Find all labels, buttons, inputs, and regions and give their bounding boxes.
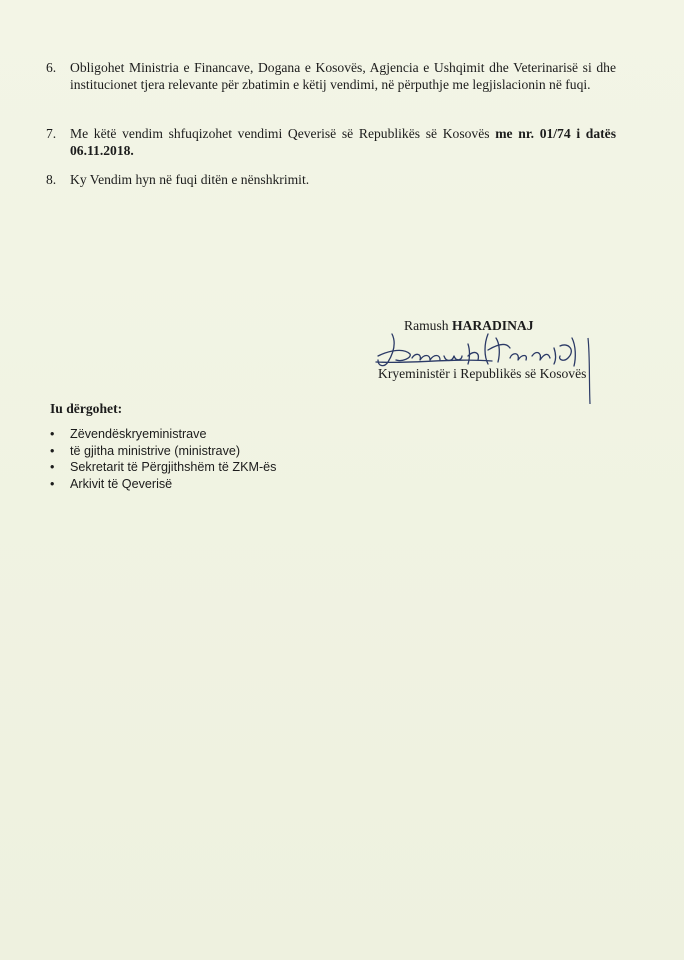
bullet-icon: •: [50, 443, 55, 458]
signatory-last-name: HARADINAJ: [451, 318, 534, 333]
signatory-first-name: Ramush: [404, 318, 452, 333]
recipient-label: Arkivit të Qeverisë: [70, 476, 173, 491]
item-number: 7.: [46, 126, 57, 141]
recipients-heading: Iu dërgohet:: [50, 401, 123, 416]
list-item: [50, 426, 276, 443]
bullet-icon: •: [50, 427, 55, 441]
bullet-icon: •: [50, 460, 55, 474]
bullet-icon: •: [50, 476, 55, 491]
recipient-label: Sekretarit të Përgjithshëm të ZKM-ës: [70, 460, 277, 474]
item-text-regular: Me këtë vendim shfuqizohet vendimi Qeverisë së Republikës së Kosovës: [70, 126, 496, 141]
recipient-label: Zëvendëskryeministrave: [70, 427, 207, 441]
signatory-name: [404, 318, 534, 334]
recipients-list: [50, 426, 276, 492]
item-number: 6.: [46, 60, 57, 75]
list-item: [50, 459, 276, 476]
signatory-title: Kryeministër i Republikës së Kosovës: [378, 366, 587, 381]
list-item: [50, 476, 276, 493]
item-text: Ky Vendim hyn në fuqi ditën e nënshkrimit.: [70, 172, 310, 187]
list-item: [50, 443, 276, 460]
item-text: [70, 126, 616, 159]
item-text-bold: me nr. 01/74 i datës 06.11.2018.: [70, 126, 616, 158]
item-number: 8.: [46, 172, 57, 187]
item-text: Obligohet Ministria e Financave, Dogana e Kosovës, Agjencia e Ushqimit dhe Veterinarisë si dhe institucionet tjera relevante për zbatimin e këtij vendimi, në përputhje me legjislacionin në fuqi.: [70, 60, 616, 92]
recipient-label: të gjitha ministrive (ministrave): [70, 443, 241, 458]
signature-block: [372, 316, 612, 406]
